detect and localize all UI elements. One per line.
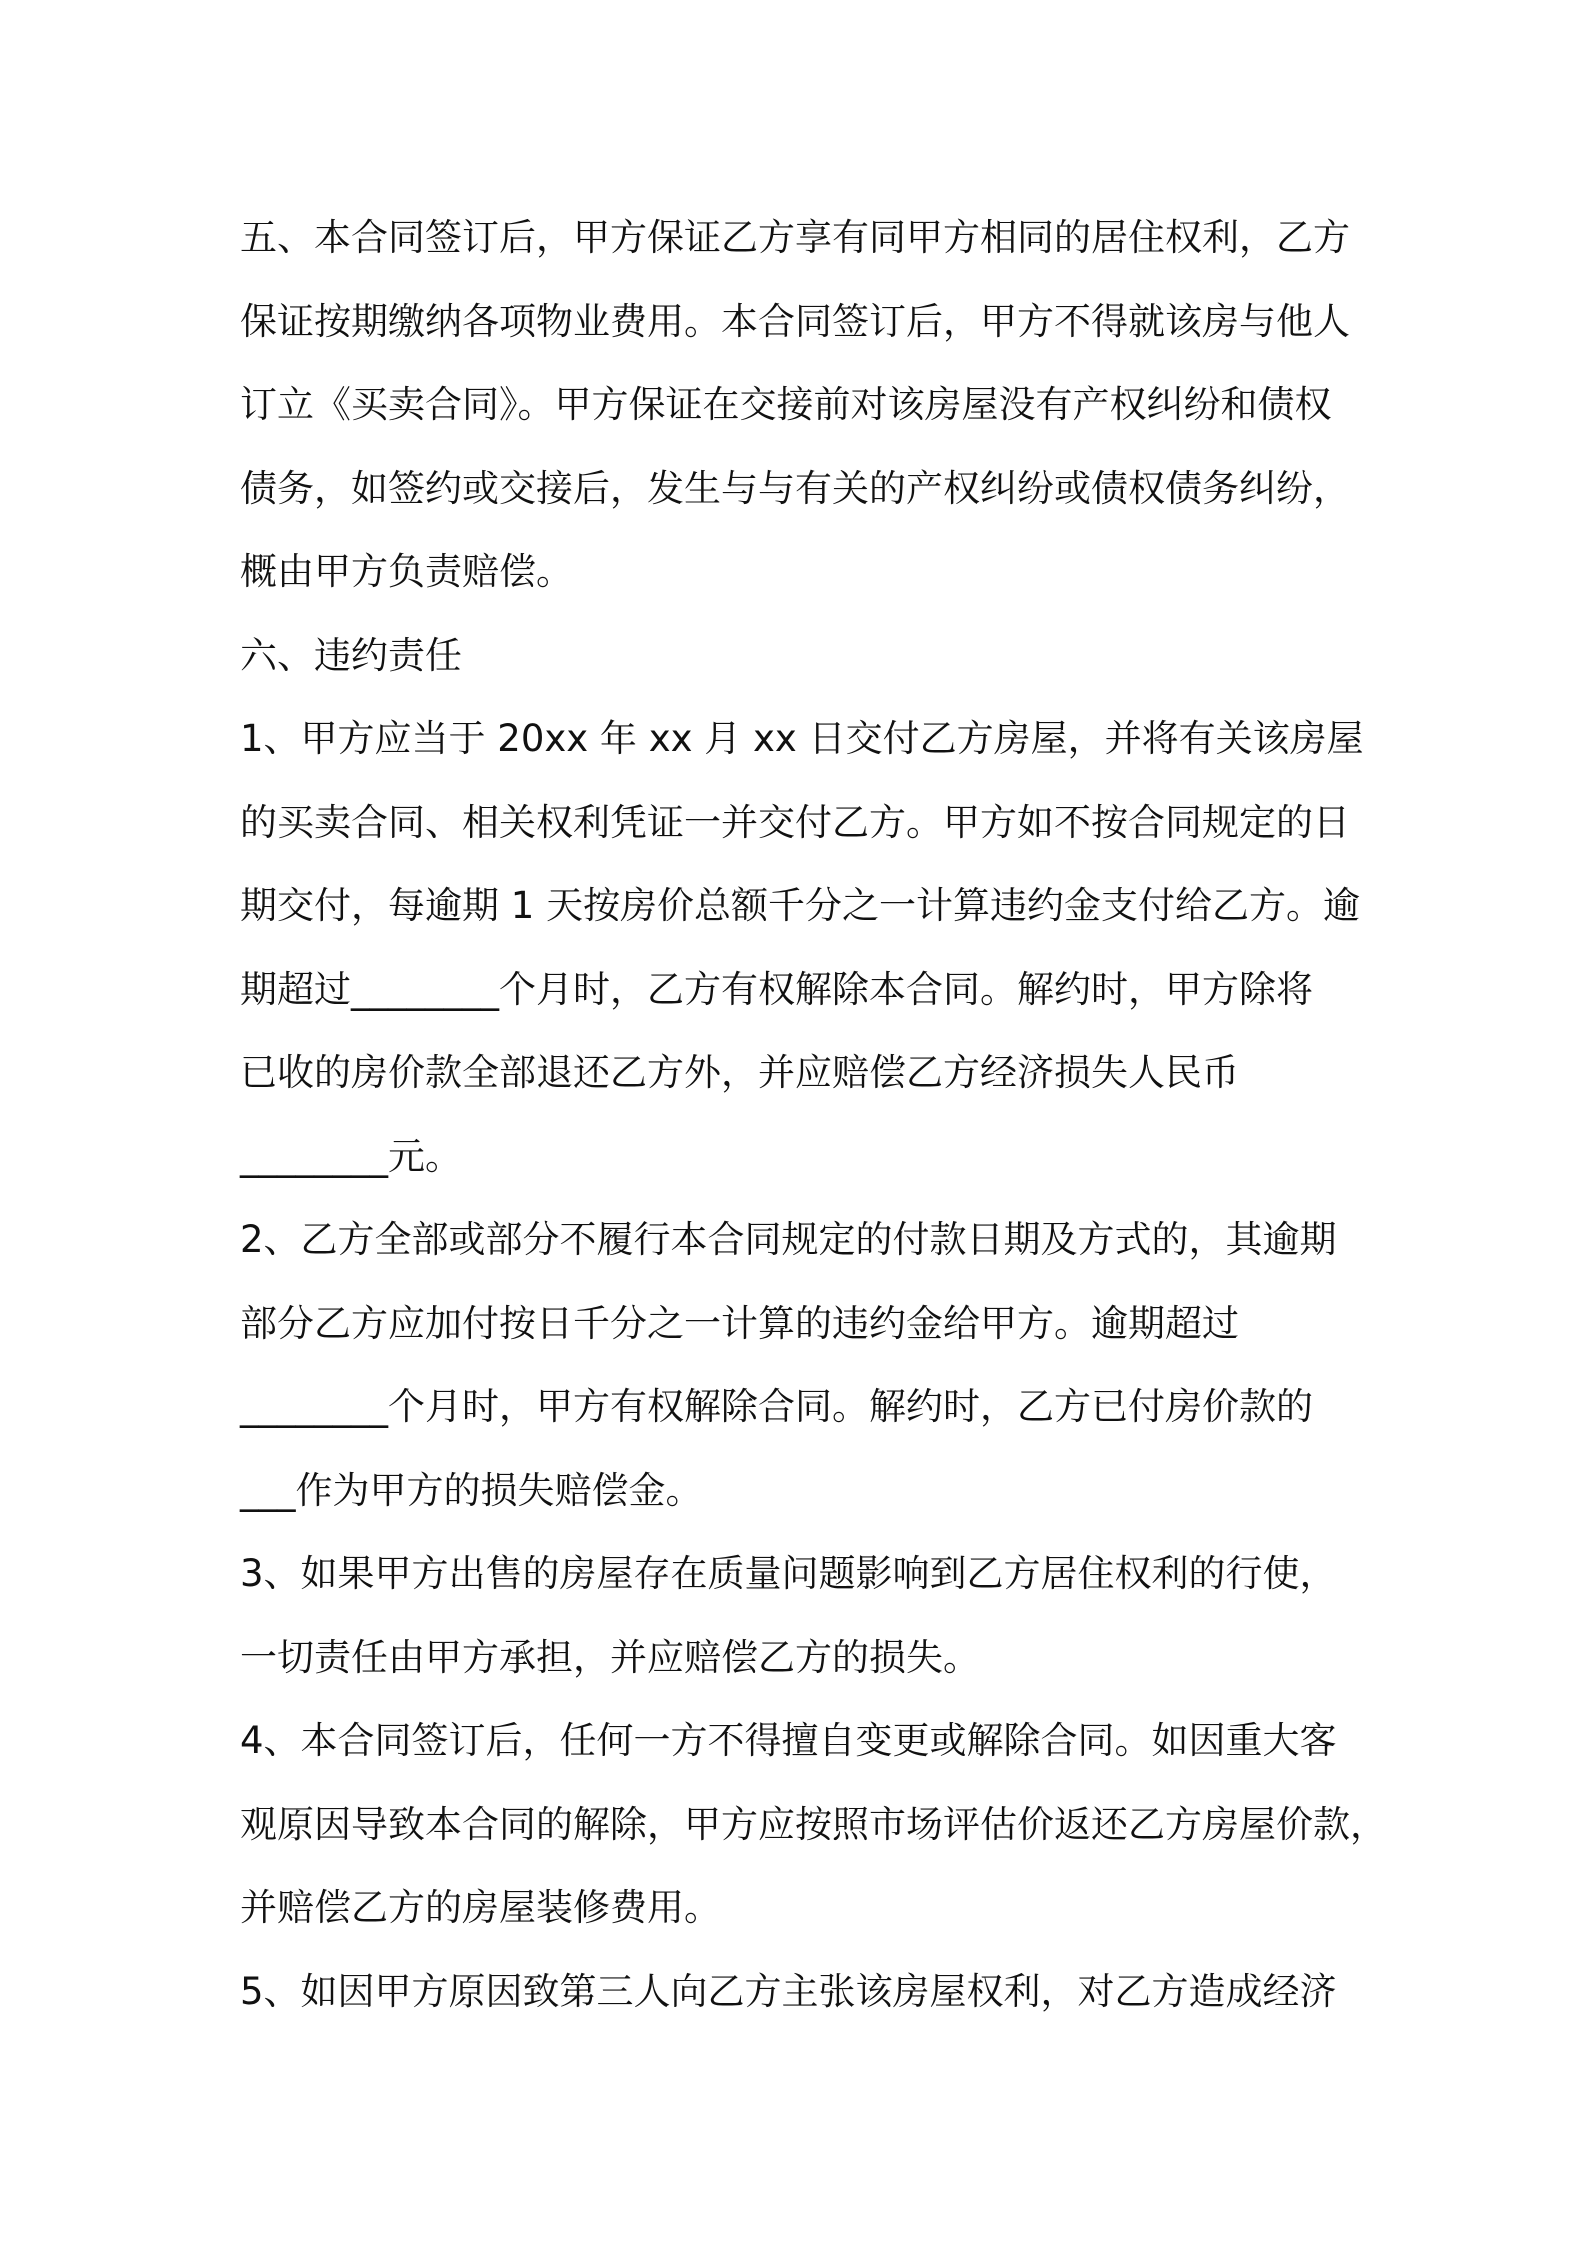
text-line: ________元。 — [240, 1134, 462, 1178]
text-line: 2、乙方全部或部分不履行本合同规定的付款日期及方式的，其逾期 — [240, 1218, 1337, 1261]
text-line: 观原因导致本合同的解除，甲方应按照市场评估价返还乙方房屋价款， — [240, 1802, 1387, 1846]
text-line: 并赔偿乙方的房屋装修费用。 — [240, 1886, 721, 1929]
text-line: 1、甲方应当于 20xx 年 xx 月 xx 日交付乙方房屋，并将有关该房屋 — [240, 717, 1364, 760]
text-line: 部分乙方应加付按日千分之一计算的违约金给甲方。逾期超过 — [240, 1301, 1239, 1345]
text-line: 保证按期缴纳各项物业费用。本合同签订后，甲方不得就该房与他人 — [240, 299, 1350, 343]
text-line: 5、如因甲方原因致第三人向乙方主张该房屋权利，对乙方造成经济 — [240, 1969, 1337, 2013]
text-line: 已收的房价款全部退还乙方外，并应赔偿乙方经济损失人民币 — [240, 1051, 1239, 1094]
text-line: 的买卖合同、相关权利凭证一并交付乙方。甲方如不按合同规定的日 — [240, 800, 1350, 844]
text-line: 五、本合同签订后，甲方保证乙方享有同甲方相同的居住权利，乙方 — [240, 216, 1350, 259]
text-line: 期交付，每逾期 1 天按房价总额千分之一计算违约金支付给乙方。逾 — [240, 884, 1361, 927]
section-heading: 六、违约责任 — [240, 633, 462, 677]
text-line: 概由甲方负责赔偿。 — [240, 550, 573, 593]
text-line: 债务，如签约或交接后，发生与与有关的产权纠纷或债权债务纠纷， — [240, 466, 1350, 510]
text-line: 3、如果甲方出售的房屋存在质量问题影响到乙方居住权利的行使， — [240, 1552, 1337, 1595]
text-line: 期超过________个月时，乙方有权解除本合同。解约时，甲方除将 — [240, 967, 1313, 1011]
text-line: ___作为甲方的损失赔偿金。 — [240, 1468, 703, 1512]
text-line: 4、本合同签订后，任何一方不得擅自变更或解除合同。如因重大客 — [240, 1719, 1337, 1762]
text-line: 订立《买卖合同》。甲方保证在交接前对该房屋没有产权纠纷和债权 — [240, 383, 1332, 426]
text-line: 一切责任由甲方承担，并应赔偿乙方的损失。 — [240, 1635, 980, 1679]
contract-text — [240, 196, 1387, 2033]
text-line: ________个月时，甲方有权解除合同。解约时，乙方已付房价款的 — [240, 1385, 1313, 1428]
